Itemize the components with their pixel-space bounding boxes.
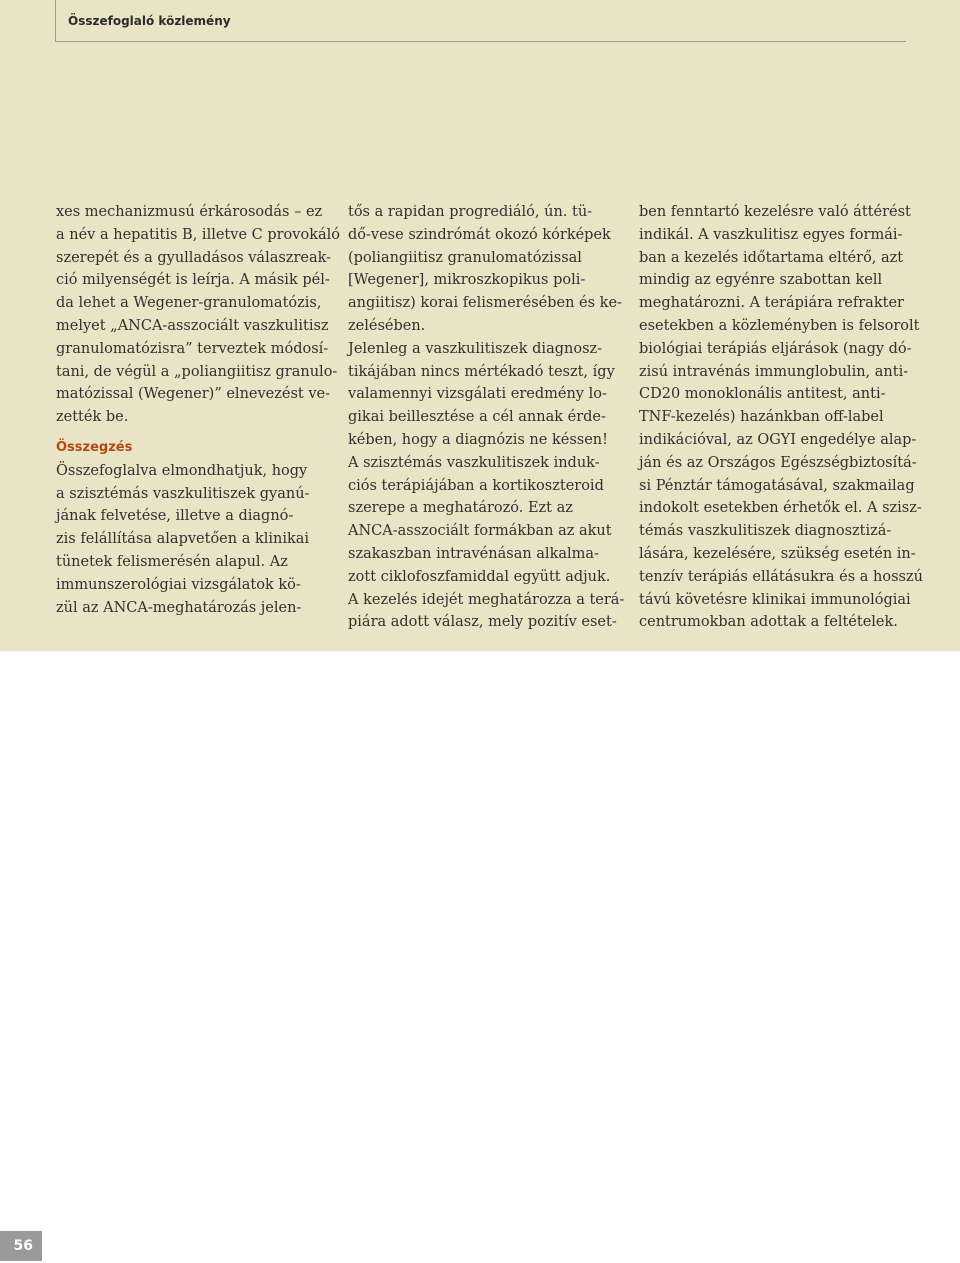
text-line: immunszerológiai vizsgálatok kö- bbox=[56, 576, 301, 593]
text-line: jának felvetése, illetve a diagnó- bbox=[56, 508, 294, 525]
text-line: ANCA-asszociált formákban az akut bbox=[348, 523, 612, 540]
text-line: angiitisz) korai felismerésében és ke- bbox=[348, 295, 622, 312]
text-line: ció milyenségét is leírja. A másik pél- bbox=[56, 272, 330, 289]
text-line: szerepe a meghatározó. Ezt az bbox=[348, 500, 573, 517]
section-label: Összefoglaló közlemény bbox=[68, 14, 231, 28]
text-line: szerepét és a gyulladásos válaszreak- bbox=[56, 249, 332, 266]
text-line: centrumokban adottak a feltételek. bbox=[639, 614, 898, 631]
text-line: Jelenleg a vaszkulitiszek diagnosz- bbox=[348, 340, 603, 357]
section-heading-summary: Összegzés bbox=[56, 439, 133, 455]
text-line: tani, de végül a „poliangiitisz granulo- bbox=[56, 363, 338, 380]
text-line: ján és az Országos Egészségbiztosítá- bbox=[639, 454, 917, 471]
text-line: (poliangiitisz granulomatózissal bbox=[348, 249, 582, 266]
page-number: 56 bbox=[13, 1238, 33, 1254]
text-line: tikájában nincs mértékadó teszt, így bbox=[348, 363, 615, 380]
text-line: szakaszban intravénásan alkalma- bbox=[348, 545, 599, 562]
text-line: dő-vese szindrómát okozó kórképek bbox=[348, 226, 611, 243]
text-line: zott ciklofoszfamiddal együtt adjuk. bbox=[348, 568, 611, 585]
text-line: távú követésre klinikai immunológiai bbox=[639, 591, 911, 608]
text-line: zették be. bbox=[56, 409, 129, 426]
text-line: gikai beillesztése a cél annak érde- bbox=[348, 409, 606, 426]
header-rule-vertical bbox=[55, 0, 56, 42]
text-column-3 bbox=[639, 201, 923, 634]
text-line: tős a rapidan progrediáló, ún. tü- bbox=[348, 204, 593, 220]
text-line: témás vaszkulitiszek diagnosztizá- bbox=[639, 523, 892, 540]
text-line: indikál. A vaszkulitisz egyes formái- bbox=[639, 226, 903, 243]
text-line: piára adott válasz, mely pozitív eset- bbox=[348, 614, 617, 631]
text-line: da lehet a Wegener-granulomatózis, bbox=[56, 295, 322, 312]
text-line: ban a kezelés időtartama eltérő, azt bbox=[639, 249, 904, 266]
text-line: tünetek felismerésén alapul. Az bbox=[56, 553, 288, 570]
page-number-badge bbox=[0, 1231, 42, 1261]
text-line: indokolt esetekben érhetők el. A szisz- bbox=[639, 500, 922, 517]
text-line: a név a hepatitis B, illetve C provokáló bbox=[56, 226, 340, 243]
text-line: CD20 monoklonális antitest, anti- bbox=[639, 386, 886, 403]
text-line: meghatározni. A terápiára refrakter bbox=[639, 295, 904, 312]
text-line: matózissal (Wegener)” elnevezést ve- bbox=[56, 386, 331, 403]
header-rule-horizontal bbox=[55, 41, 906, 42]
text-line: A szisztémás vaszkulitiszek induk- bbox=[348, 454, 600, 471]
text-line: ben fenntartó kezelésre való áttérést bbox=[639, 204, 911, 220]
text-line: melyet „ANCA-asszociált vaszkulitisz bbox=[56, 317, 329, 334]
text-line: A kezelés idejét meghatározza a terá- bbox=[348, 591, 625, 608]
text-line: si Pénztár támogatásával, szakmailag bbox=[639, 477, 915, 494]
text-line: zelésében. bbox=[348, 317, 426, 334]
text-line: tenzív terápiás ellátásukra és a hosszú bbox=[639, 568, 923, 585]
text-line: lására, kezelésére, szükség esetén in- bbox=[639, 545, 916, 562]
text-line: indikációval, az OGYI engedélye alap- bbox=[639, 431, 917, 448]
text-line: xes mechanizmusú érkárosodás – ez bbox=[56, 204, 323, 220]
text-line: ciós terápiájában a kortikoszteroid bbox=[348, 477, 604, 494]
text-column-1 bbox=[56, 201, 340, 619]
text-line: valamennyi vizsgálati eredmény lo- bbox=[348, 386, 607, 403]
text-column-2 bbox=[348, 201, 624, 634]
text-line: TNF-kezelés) hazánkban off-label bbox=[639, 409, 884, 426]
text-line: biológiai terápiás eljárások (nagy dó- bbox=[639, 340, 912, 357]
text-line: kében, hogy a diagnózis ne késsen! bbox=[348, 431, 608, 448]
text-line: granulomatózisra” terveztek módosí- bbox=[56, 340, 329, 357]
text-line: Összefoglalva elmondhatjuk, hogy bbox=[56, 462, 308, 479]
text-line: esetekben a közleményben is felsorolt bbox=[639, 317, 920, 334]
text-line: zisú intravénás immunglobulin, anti- bbox=[639, 363, 909, 380]
text-line: a szisztémás vaszkulitiszek gyanú- bbox=[56, 485, 310, 502]
text-line: [Wegener], mikroszkopikus poli- bbox=[348, 272, 586, 289]
text-line: zül az ANCA-meghatározás jelen- bbox=[56, 599, 302, 616]
text-line: mindig az egyénre szabottan kell bbox=[639, 272, 883, 289]
text-line: zis felállítása alapvetően a klinikai bbox=[56, 531, 310, 548]
